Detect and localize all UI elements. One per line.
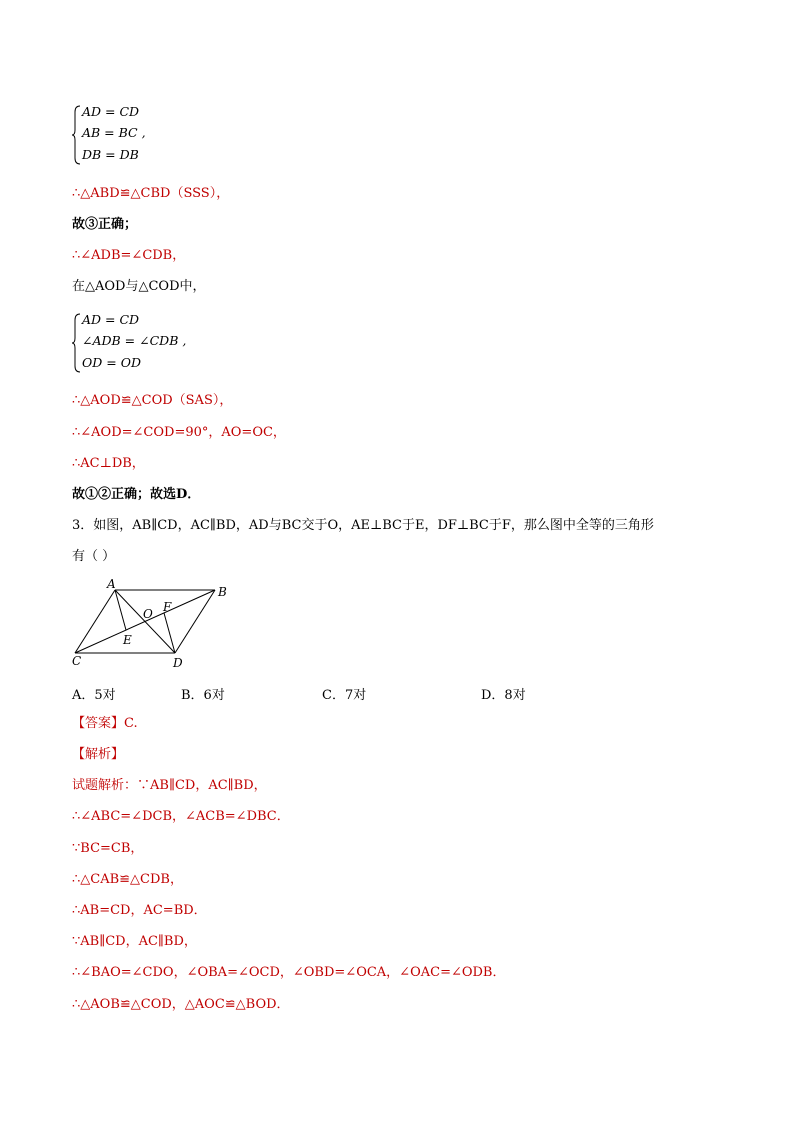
option-c: C．7对 [322, 688, 367, 703]
proof-line: ∴△AOD≌△COD（SAS）， [72, 393, 233, 408]
solution-line: ∴∠BAO=∠CDO，∠OBA=∠OCD，∠OBD=∠OCA，∠OAC=∠ODB． [72, 965, 506, 980]
label-C: C [72, 654, 82, 668]
proof-line: 在△AOD与△COD中， [72, 279, 206, 294]
solution-line: ∴∠ABC=∠DCB，∠ACB=∠DBC． [72, 809, 290, 824]
option-a: A．5对 [72, 688, 116, 703]
equation-line: AD = CD [82, 312, 140, 327]
solution-line: ∴AB=CD，AC=BD． [72, 903, 207, 918]
brace-icon [72, 104, 82, 166]
label-O: O [143, 607, 153, 621]
equation-line: AB = BC , [82, 125, 146, 140]
solution-line: ∵BC=CB， [72, 841, 144, 856]
proof-line: ∴△ABD≌△CBD（SSS）， [72, 186, 230, 201]
question-text: 3．如图，AB∥CD，AC∥BD，AD与BC交于O，AE⊥BC于E，DF⊥BC于F，那么图中全等的三角形 [72, 518, 654, 533]
proof-line: ∴∠AOD=∠COD=90°，AO=OC， [72, 425, 286, 440]
equation-line: ∠ADB = ∠CDB , [82, 333, 187, 348]
equation-line: AD = CD [82, 104, 140, 119]
solution-line: ∴△CAB≌△CDB， [72, 872, 183, 887]
analysis-heading: 【解析】 [72, 747, 125, 762]
equation-line: DB = DB [82, 147, 139, 162]
solution-line: 试题解析：∵AB∥CD，AC∥BD， [72, 778, 267, 793]
geometry-figure [60, 575, 260, 675]
solution-line: ∴△AOB≌△COD，△AOC≌△BOD． [72, 997, 290, 1012]
question-text: 有（ ） [72, 549, 116, 564]
solution-line: ∵AB∥CD，AC∥BD， [72, 934, 197, 949]
brace-icon [72, 312, 82, 374]
label-B: B [218, 585, 227, 599]
answer: 【答案】C. [72, 716, 138, 731]
label-F: F [163, 600, 172, 614]
equation-system-1 [72, 104, 212, 166]
equation-system-2 [72, 312, 232, 374]
equation-line: OD = OD [82, 355, 141, 370]
proof-line: 故③正确； [72, 217, 138, 232]
label-E: E [123, 633, 132, 647]
proof-line: 故①②正确；故选D． [72, 487, 201, 502]
label-D: D [173, 656, 183, 670]
proof-line: ∴AC⊥DB， [72, 456, 145, 471]
option-d: D．8对 [481, 688, 526, 703]
label-A: A [107, 577, 116, 591]
option-b: B．6对 [181, 688, 225, 703]
proof-line: ∴∠ADB=∠CDB， [72, 248, 186, 263]
